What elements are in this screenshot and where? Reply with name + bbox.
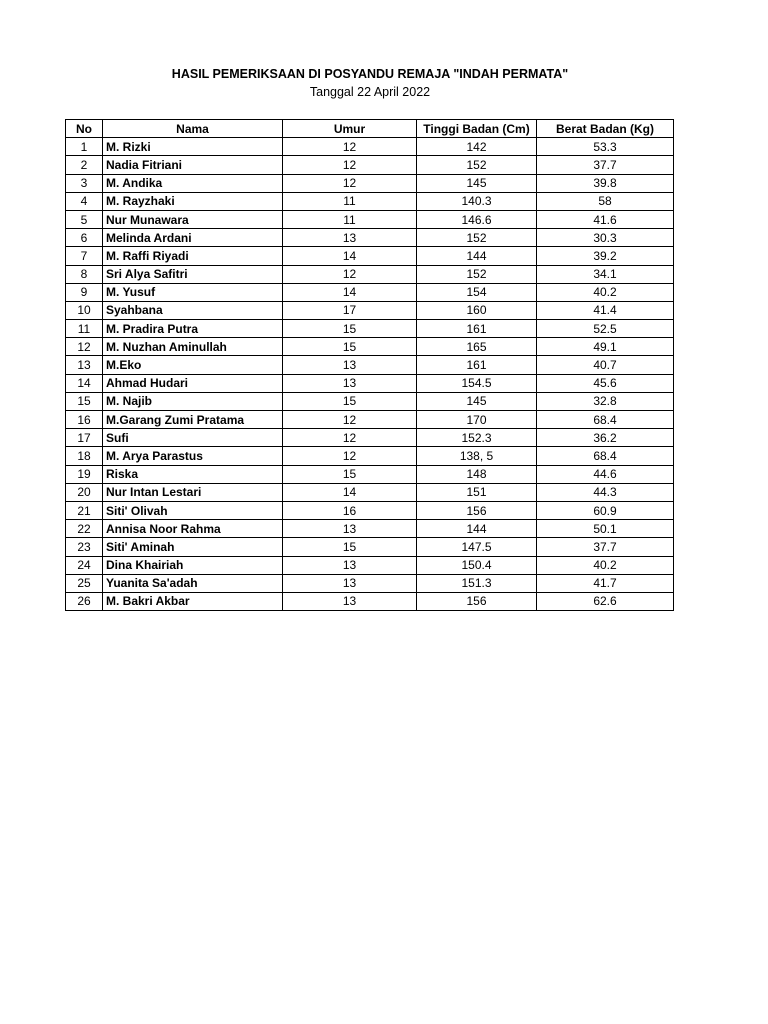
cell-umur: 17 [283, 301, 417, 319]
cell-berat-badan: 39.2 [537, 247, 674, 265]
cell-no: 12 [66, 338, 103, 356]
cell-berat-badan: 39.8 [537, 174, 674, 192]
cell-berat-badan: 36.2 [537, 429, 674, 447]
cell-umur: 11 [283, 210, 417, 228]
cell-umur: 12 [283, 174, 417, 192]
cell-tinggi-badan: 154.5 [417, 374, 537, 392]
cell-nama: M. Andika [103, 174, 283, 192]
cell-tinggi-badan: 152 [417, 229, 537, 247]
cell-tinggi-badan: 170 [417, 411, 537, 429]
cell-berat-badan: 53.3 [537, 138, 674, 156]
cell-no: 7 [66, 247, 103, 265]
document-title: HASIL PEMERIKSAAN DI POSYANDU REMAJA "INDAH PERMATA" [171, 67, 569, 81]
cell-tinggi-badan: 138, 5 [417, 447, 537, 465]
document-subtitle: Tanggal 22 April 2022 [309, 85, 431, 99]
cell-berat-badan: 30.3 [537, 229, 674, 247]
cell-nama: Yuanita Sa'adah [103, 574, 283, 592]
cell-no: 8 [66, 265, 103, 283]
cell-no: 17 [66, 429, 103, 447]
cell-no: 24 [66, 556, 103, 574]
cell-umur: 15 [283, 338, 417, 356]
cell-tinggi-badan: 161 [417, 356, 537, 374]
cell-berat-badan: 40.2 [537, 556, 674, 574]
cell-umur: 12 [283, 138, 417, 156]
cell-nama: M. Pradira Putra [103, 320, 283, 338]
cell-berat-badan: 68.4 [537, 411, 674, 429]
cell-nama: Annisa Noor Rahma [103, 520, 283, 538]
cell-tinggi-badan: 156 [417, 501, 537, 519]
cell-tinggi-badan: 148 [417, 465, 537, 483]
cell-tinggi-badan: 150.4 [417, 556, 537, 574]
cell-berat-badan: 50.1 [537, 520, 674, 538]
cell-tinggi-badan: 144 [417, 247, 537, 265]
cell-umur: 16 [283, 501, 417, 519]
header-umur: Umur [283, 120, 417, 138]
cell-berat-badan: 37.7 [537, 538, 674, 556]
cell-berat-badan: 32.8 [537, 392, 674, 410]
table-row [66, 411, 674, 429]
cell-nama: M. Yusuf [103, 283, 283, 301]
cell-nama: M. Arya Parastus [103, 447, 283, 465]
cell-umur: 12 [283, 447, 417, 465]
cell-no: 23 [66, 538, 103, 556]
cell-nama: Riska [103, 465, 283, 483]
cell-nama: M. Rayzhaki [103, 192, 283, 210]
cell-nama: Nur Intan Lestari [103, 483, 283, 501]
cell-no: 26 [66, 592, 103, 610]
table-row [66, 356, 674, 374]
cell-umur: 15 [283, 465, 417, 483]
cell-no: 11 [66, 320, 103, 338]
cell-tinggi-badan: 160 [417, 301, 537, 319]
cell-umur: 13 [283, 556, 417, 574]
cell-no: 16 [66, 411, 103, 429]
header-tinggi-badan: Tinggi Badan (Cm) [417, 120, 537, 138]
table-row [66, 392, 674, 410]
table-row [66, 192, 674, 210]
cell-no: 25 [66, 574, 103, 592]
results-table [65, 119, 674, 611]
cell-nama: Nur Munawara [103, 210, 283, 228]
cell-tinggi-badan: 154 [417, 283, 537, 301]
cell-berat-badan: 41.7 [537, 574, 674, 592]
cell-tinggi-badan: 144 [417, 520, 537, 538]
cell-berat-badan: 34.1 [537, 265, 674, 283]
cell-no: 4 [66, 192, 103, 210]
cell-umur: 13 [283, 356, 417, 374]
cell-umur: 15 [283, 320, 417, 338]
cell-berat-badan: 60.9 [537, 501, 674, 519]
table-row [66, 501, 674, 519]
header-nama: Nama [103, 120, 283, 138]
table-row [66, 156, 674, 174]
cell-tinggi-badan: 147.5 [417, 538, 537, 556]
table-row [66, 520, 674, 538]
cell-nama: Melinda Ardani [103, 229, 283, 247]
cell-tinggi-badan: 152.3 [417, 429, 537, 447]
table-row [66, 283, 674, 301]
table-row [66, 247, 674, 265]
cell-nama: Dina Khairiah [103, 556, 283, 574]
cell-tinggi-badan: 145 [417, 174, 537, 192]
cell-umur: 15 [283, 392, 417, 410]
table-row [66, 210, 674, 228]
cell-berat-badan: 44.3 [537, 483, 674, 501]
cell-nama: M.Garang Zumi Pratama [103, 411, 283, 429]
header-berat-badan: Berat Badan (Kg) [537, 120, 674, 138]
cell-berat-badan: 52.5 [537, 320, 674, 338]
cell-tinggi-badan: 146.6 [417, 210, 537, 228]
table-header-row [66, 120, 674, 138]
cell-tinggi-badan: 161 [417, 320, 537, 338]
table-body [66, 138, 674, 611]
cell-umur: 12 [283, 156, 417, 174]
cell-no: 22 [66, 520, 103, 538]
cell-tinggi-badan: 151 [417, 483, 537, 501]
cell-tinggi-badan: 156 [417, 592, 537, 610]
cell-berat-badan: 40.2 [537, 283, 674, 301]
cell-berat-badan: 62.6 [537, 592, 674, 610]
cell-no: 6 [66, 229, 103, 247]
table-row [66, 465, 674, 483]
cell-tinggi-badan: 152 [417, 265, 537, 283]
cell-berat-badan: 41.6 [537, 210, 674, 228]
cell-no: 15 [66, 392, 103, 410]
cell-no: 2 [66, 156, 103, 174]
cell-umur: 13 [283, 592, 417, 610]
table-row [66, 592, 674, 610]
cell-nama: Ahmad Hudari [103, 374, 283, 392]
table-row [66, 229, 674, 247]
cell-nama: Sufi [103, 429, 283, 447]
table-row [66, 538, 674, 556]
header-no: No [66, 120, 103, 138]
cell-nama: M. Najib [103, 392, 283, 410]
cell-nama: Syahbana [103, 301, 283, 319]
table-row [66, 320, 674, 338]
cell-nama: M. Rizki [103, 138, 283, 156]
cell-berat-badan: 44.6 [537, 465, 674, 483]
table-row [66, 556, 674, 574]
cell-nama: M. Nuzhan Aminullah [103, 338, 283, 356]
table-row [66, 138, 674, 156]
cell-umur: 14 [283, 283, 417, 301]
cell-umur: 12 [283, 265, 417, 283]
table-row [66, 338, 674, 356]
cell-no: 20 [66, 483, 103, 501]
cell-nama: Siti' Aminah [103, 538, 283, 556]
table-row [66, 429, 674, 447]
cell-berat-badan: 45.6 [537, 374, 674, 392]
cell-umur: 12 [283, 429, 417, 447]
cell-berat-badan: 41.4 [537, 301, 674, 319]
table-row [66, 447, 674, 465]
cell-nama: Sri Alya Safitri [103, 265, 283, 283]
cell-berat-badan: 40.7 [537, 356, 674, 374]
cell-umur: 12 [283, 411, 417, 429]
cell-berat-badan: 68.4 [537, 447, 674, 465]
cell-berat-badan: 37.7 [537, 156, 674, 174]
cell-nama: M. Raffi Riyadi [103, 247, 283, 265]
cell-berat-badan: 49.1 [537, 338, 674, 356]
table-row [66, 374, 674, 392]
cell-umur: 13 [283, 229, 417, 247]
table-row [66, 301, 674, 319]
cell-no: 13 [66, 356, 103, 374]
cell-tinggi-badan: 165 [417, 338, 537, 356]
cell-no: 1 [66, 138, 103, 156]
cell-tinggi-badan: 142 [417, 138, 537, 156]
cell-tinggi-badan: 140.3 [417, 192, 537, 210]
cell-umur: 14 [283, 247, 417, 265]
cell-umur: 11 [283, 192, 417, 210]
cell-nama: M. Bakri Akbar [103, 592, 283, 610]
cell-no: 3 [66, 174, 103, 192]
cell-no: 5 [66, 210, 103, 228]
table-row [66, 174, 674, 192]
cell-no: 21 [66, 501, 103, 519]
cell-berat-badan: 58 [537, 192, 674, 210]
cell-tinggi-badan: 145 [417, 392, 537, 410]
cell-tinggi-badan: 152 [417, 156, 537, 174]
cell-no: 18 [66, 447, 103, 465]
cell-nama: M.Eko [103, 356, 283, 374]
cell-umur: 13 [283, 574, 417, 592]
cell-umur: 14 [283, 483, 417, 501]
cell-nama: Nadia Fitriani [103, 156, 283, 174]
cell-nama: Siti' Olivah [103, 501, 283, 519]
cell-umur: 13 [283, 520, 417, 538]
cell-tinggi-badan: 151.3 [417, 574, 537, 592]
table-row [66, 265, 674, 283]
cell-umur: 13 [283, 374, 417, 392]
cell-no: 19 [66, 465, 103, 483]
cell-umur: 15 [283, 538, 417, 556]
cell-no: 9 [66, 283, 103, 301]
table-row [66, 483, 674, 501]
table-row [66, 574, 674, 592]
cell-no: 10 [66, 301, 103, 319]
cell-no: 14 [66, 374, 103, 392]
